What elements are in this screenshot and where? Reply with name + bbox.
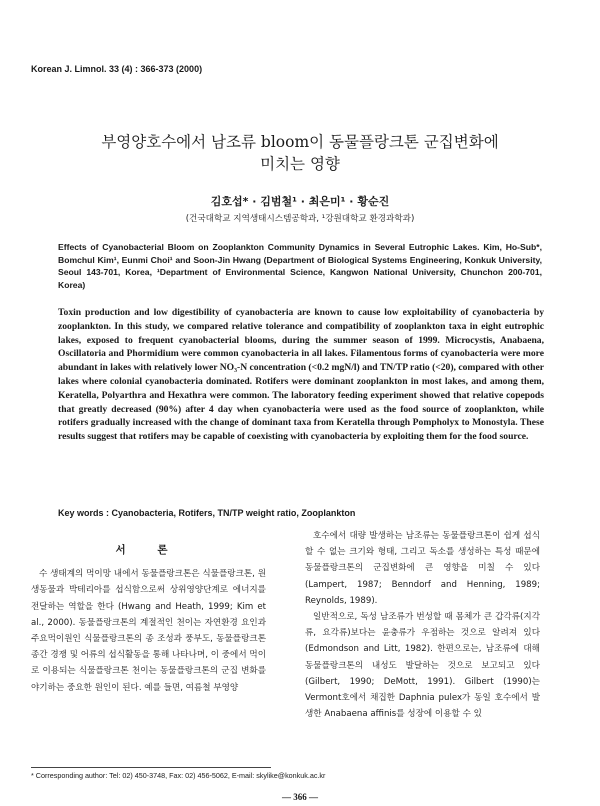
abstract-text: Toxin production and low digestibility of cyanobacteria are known to cause low exploitability of cyanobacteria by zooplankton. In this study, we compared relative tolerance and compatibility of zooplankton taxa in eight eutrophic lakes, exposed to frequent cyanobacterial blooms, during the summer season of 1999. Microcystis, Anabaena, Oscillatoria and Phormidium were common cyanobacteria in all lakes. Filamentous forms of cyanobacteria were more abundant in lakes with relatively lower NO₃-N concentration (<0.2 mgN/l) and TN/TP ratio (<20), compared with other lakes where colonial cyanobacteria dominated. Rotifers were dominant zooplankton in most lakes, and among them, Keratella, Polyarthra and Hexathra were common. The laboratory feeding experiment showed that relative copepods that greatly decreased (90%) after 4 day when cyanobacteria were used as the food source of zooplankton, while rotifers gradually increased with the change of dominant taxa from Keratella through Pompholyx to Monostyla. These results suggest that rotifers may be capable of coexisting with cyanobacteria by exploiting them for the food source. — [58, 307, 544, 443]
author-list: 김호섭* · 김범철¹ · 최은미¹ · 황순진 — [210, 195, 390, 208]
keywords: Key words : Cyanobacteria, Rotifers, TN/TP weight ratio, Zooplankton — [58, 508, 356, 518]
footnote: * Corresponding author: Tel: 02) 450-3748, Fax: 02) 456-5062, E-mail: skylike@konkuk.ac.kr — [31, 771, 326, 780]
journal-citation: Korean J. Limnol. 33 (4) : 366-373 (2000) — [31, 64, 203, 74]
footnote-divider — [31, 767, 271, 768]
page-number: — 366 — — [282, 792, 318, 802]
abstract — [58, 306, 544, 444]
article-title — [60, 131, 540, 175]
right-column-paragraph-2: 일반적으로, 독성 남조류가 번성할 때 몸체가 큰 갑각류(지각류, 요각류)보다는 윤충류가 우점하는 것으로 알려져 있다 (Edmondson and Litt, 1982). 한편으로는, 남조류에 대해 동물플랑크톤의 내성도 발달하는 것으로 보고되고 있다 (Gilbert, 1990; DeMott, 1991). Gilbert (1990)는 Vermont호에서 채집한 Daphnia pulex가 동일 호수에서 발생한 Anabaena affinis를 성장에 이용할 수 있 — [305, 612, 540, 720]
section-heading: 서 론 — [115, 544, 182, 556]
title-line-1: 부영양호수에서 남조류 bloom이 동물플랑크톤 군집변화에 — [101, 133, 499, 151]
left-column — [31, 530, 266, 696]
right-column — [305, 528, 540, 722]
left-column-paragraph: 수 생태계의 먹이망 내에서 동물플랑크톤은 식물플랑크톤, 원생동물과 박테리아를 섭식함으로써 상위영양단계로 에너지를 전달하는 역할을 한다 (Hwang and Heath, 1999; Kim et al., 2000). 동물플랑크톤의 계절적인 천이는 자연환경 요인과 주요먹이원인 식물플랑크톤의 종 조성과 풍부도, 동물플랑크톤 종간 경쟁 및 어류의 섭식활동을 통해 나타나며, 이 중에서 먹이로 이용되는 식물플랑크톤 천이는 동물플랑크톤의 군집 변화를 야기하는 중요한 원인이 된다. 예를 들면, 여름철 부영양 — [31, 569, 266, 693]
right-column-paragraph-1: 호수에서 대량 발생하는 남조류는 동물플랑크톤이 쉽게 섭식할 수 없는 크기와 형태, 그리고 독소를 생성하는 특성 때문에 동물플랑크톤의 군집변화에 큰 영향을 미칠 수 있다 (Lampert, 1987; Benndorf and Henning, 1989; Reynolds, 1989). — [305, 531, 540, 606]
affiliation: (건국대학교 지역생태시스템공학과, ¹강원대학교 환경과학과) — [185, 214, 415, 224]
english-title-block: Effects of Cyanobacterial Bloom on Zooplankton Community Dynamics in Several Eutrophic Lakes. Kim, Ho-Sub*, Bomchul Kim¹, Eunmi Choi¹ and Soon-Jin Hwang (Department of Biological Systems Engineering, Konkuk University, Seoul 143-701, Korea, ¹Department of Environmental Science, Kangwon National University, Chunchon 200-701, Korea) — [58, 242, 542, 290]
title-line-2: 미치는 영향 — [260, 155, 340, 173]
